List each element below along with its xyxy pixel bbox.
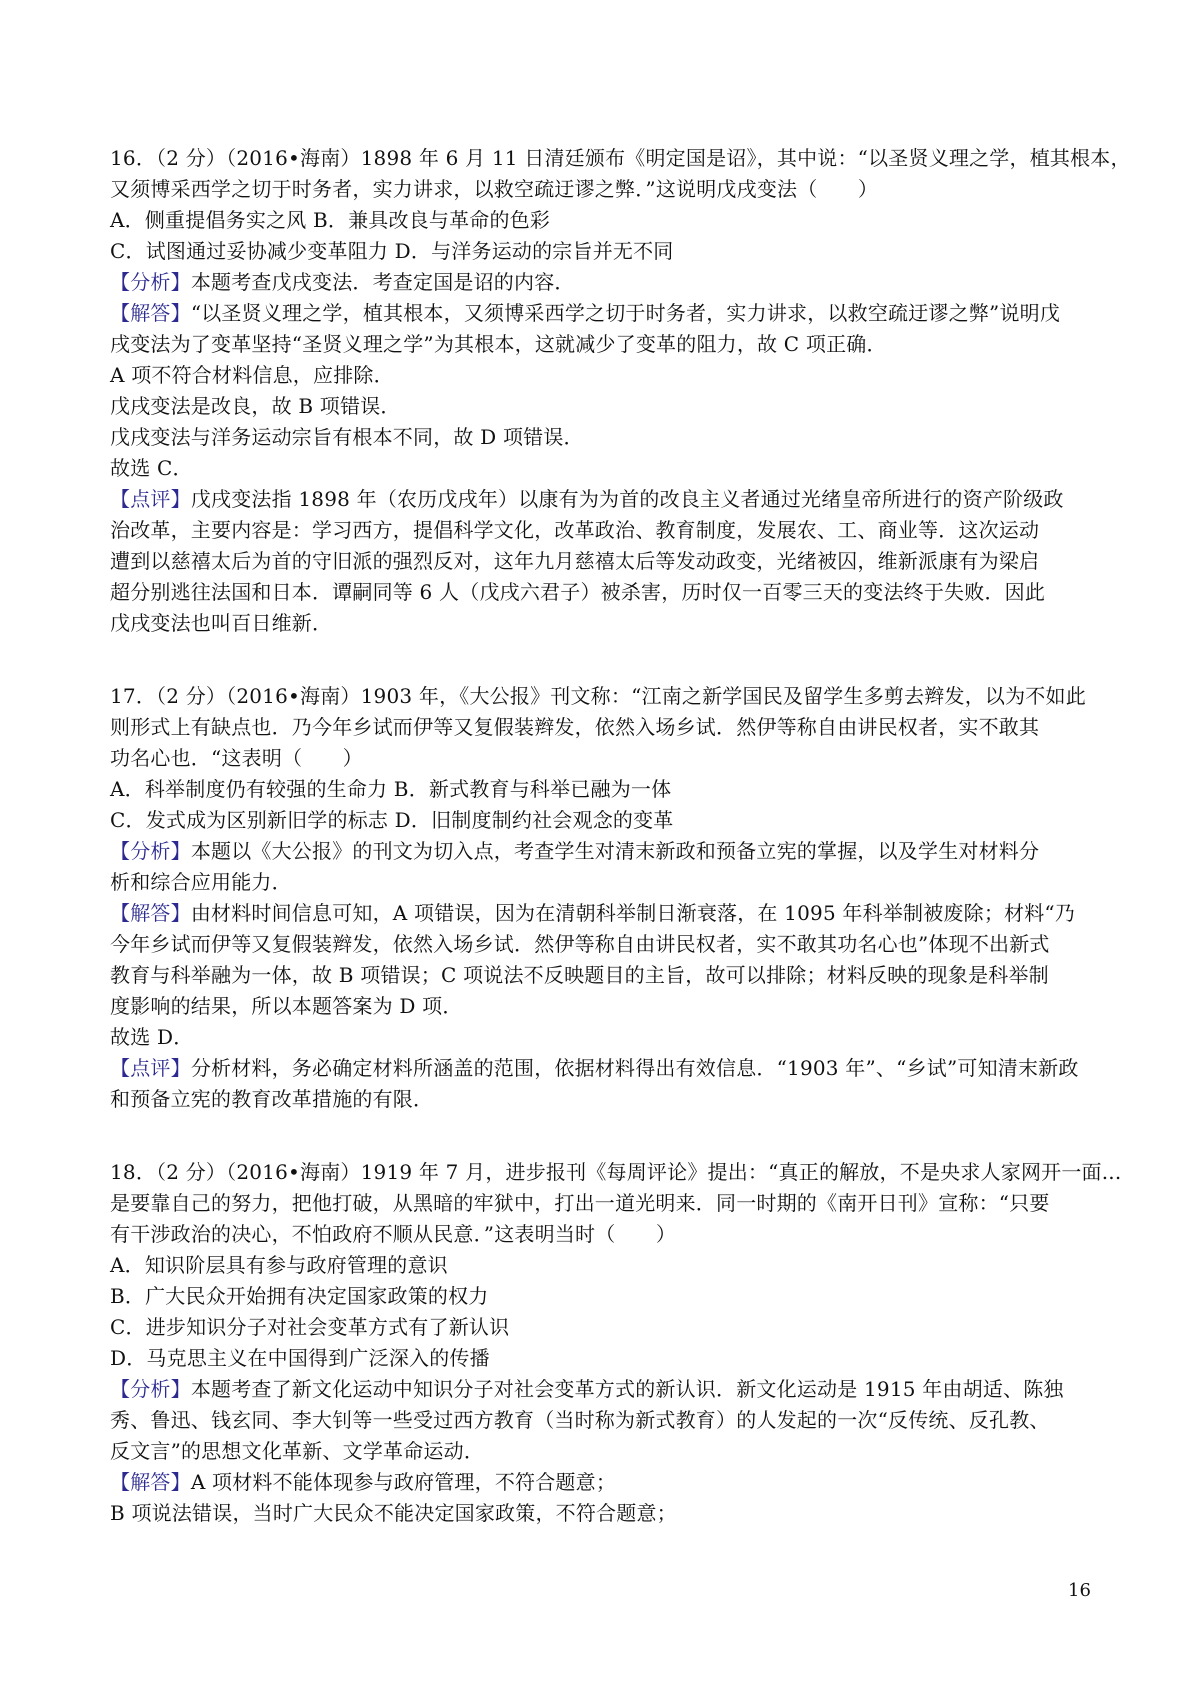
answer-text: 由材料时间信息可知，A 项错误，因为在清朝科举制日渐衰落，在 1095 年科举制被废除；材料“乃 <box>190 901 1076 925</box>
analysis-tag: 【分析】 <box>110 839 191 863</box>
analysis-tag: 【分析】 <box>110 1377 191 1401</box>
answer-line: 戊戌变法与洋务运动宗旨有根本不同，故 D 项错误． <box>110 425 584 449</box>
answer-line: B 项说法错误，当时广大民众不能决定国家政策，不符合题意； <box>110 1501 677 1525</box>
question-stem-line: 则形式上有缺点也．乃今年乡试而伊等又复假装辫发，依然入场乡试．然伊等称自由讲民权者，实不敢其 <box>110 715 1040 739</box>
question-stem-line: 18．（2 分）（2016•海南）1919 年 7 月，进步报刊《每周评论》提出：“真正的解放，不是央求人家网开一面... <box>110 1160 1122 1184</box>
question-stem-line: 是要靠自己的努力，把他打破，从黑暗的牢狱中，打出一道光明来．同一时期的《南开日刊》宣称：“只要 <box>110 1191 1050 1215</box>
analysis-tag: 【分析】 <box>110 270 191 294</box>
analysis-text: 本题考查了新文化运动中知识分子对社会变革方式的新认识．新文化运动是 1915 年由胡适、陈独 <box>190 1377 1064 1401</box>
answer-line <box>110 898 1100 929</box>
question-16 <box>110 143 1131 639</box>
analysis-line: 析和综合应用能力． <box>110 870 292 894</box>
analysis-line <box>110 1374 1100 1405</box>
option-line: A．科举制度仍有较强的生命力 B．新式教育与科举已融为一体 <box>110 777 672 801</box>
option-line: C．进步知识分子对社会变革方式有了新认识 <box>110 1315 510 1339</box>
question-stem-line: 又须博采西学之切于时务者，实力讲求，以救空疏迂谬之弊．”这说明戊戌变法（ ） <box>110 177 879 201</box>
question-spacer <box>110 639 1100 681</box>
page-number: 16 <box>1068 1580 1091 1601</box>
question-17 <box>110 681 1100 1115</box>
answer-line: 戌变法为了变革坚持“圣贤义理之学”为其根本，这就减少了变革的阻力，故 C 项正确． <box>110 332 887 356</box>
answer-line: 教育与科举融为一体，故 B 项错误；C 项说法不反映题目的主旨，故可以排除；材料反映的现象是科举制 <box>110 963 1049 987</box>
answer-line <box>110 298 1100 329</box>
answer-line <box>110 1467 1100 1498</box>
comment-line: 超分别逃往法国和日本．谭嗣同等 6 人（戊戌六君子）被杀害，历时仅一百零三天的变法终于失败．因此 <box>110 580 1046 604</box>
answer-line: 故选 D． <box>110 1025 194 1049</box>
answer-line: 戊戌变法是改良，故 B 项错误． <box>110 394 401 418</box>
option-line: C．发式成为区别新旧学的标志 D．旧制度制约社会观念的变革 <box>110 808 674 832</box>
page-content <box>110 143 1131 1529</box>
analysis-line <box>110 836 1100 867</box>
answer-line: 故选 C． <box>110 456 193 480</box>
question-stem-line: 有干涉政治的决心，不怕政府不顺从民意．”这表明当时（ ） <box>110 1222 677 1246</box>
question-stem-line: 功名心也．“这表明（ ） <box>110 746 363 770</box>
option-line: C．试图通过妥协减少变革阻力 D．与洋务运动的宗旨并无不同 <box>110 239 674 263</box>
analysis-line: 反文言”的思想文化革新、文学革命运动． <box>110 1439 485 1463</box>
comment-line <box>110 1053 1100 1084</box>
comment-line <box>110 484 1100 515</box>
analysis-line: 秀、鲁迅、钱玄同、李大钊等一些受过西方教育（当时称为新式教育）的人发起的一次“反传统、反孔教、 <box>110 1408 1050 1432</box>
comment-line: 和预备立宪的教育改革措施的有限． <box>110 1087 434 1111</box>
question-stem-line: 17．（2 分）（2016•海南）1903 年，《大公报》刊文称：“江南之新学国民及留学生多剪去辫发，以为不如此 <box>110 684 1086 708</box>
answer-tag: 【解答】 <box>110 1470 191 1494</box>
comment-line: 遭到以慈禧太后为首的守旧派的强烈反对，这年九月慈禧太后等发动政变，光绪被囚，维新派康有为梁启 <box>110 549 1040 573</box>
comment-text: 戊戌变法指 1898 年（农历戊戌年）以康有为为首的改良主义者通过光绪皇帝所进行的资产阶级政 <box>190 487 1064 511</box>
question-spacer <box>110 1115 1100 1157</box>
answer-line: 今年乡试而伊等又复假装辫发，依然入场乡试．然伊等称自由讲民权者，实不敢其功名心也”体现不出新式 <box>110 932 1050 956</box>
comment-line: 治改革，主要内容是：学习西方，提倡科学文化，改革政治、教育制度，发展农、工、商业等．这次运动 <box>110 518 1040 542</box>
answer-text: A 项材料不能体现参与政府管理，不符合题意； <box>190 1470 617 1494</box>
option-line: D．马克思主义在中国得到广泛深入的传播 <box>110 1346 490 1370</box>
comment-tag: 【点评】 <box>110 1056 191 1080</box>
answer-tag: 【解答】 <box>110 901 191 925</box>
comment-line: 戊戌变法也叫百日维新． <box>110 611 333 635</box>
question-stem-line: 16．（2 分）（2016•海南）1898 年 6 月 11 日清廷颁布《明定国是诏》，其中说：“以圣贤义理之学，植其根本， <box>110 146 1131 170</box>
option-line: A．知识阶层具有参与政府管理的意识 <box>110 1253 448 1277</box>
answer-tag: 【解答】 <box>110 301 191 325</box>
option-line: B．广大民众开始拥有决定国家政策的权力 <box>110 1284 489 1308</box>
answer-line: A 项不符合材料信息，应排除． <box>110 363 394 387</box>
comment-tag: 【点评】 <box>110 487 191 511</box>
analysis-text: 本题以《大公报》的刊文为切入点，考查学生对清末新政和预备立宪的掌握，以及学生对材料分 <box>190 839 1040 863</box>
option-line: A．侧重提倡务实之风 B．兼具改良与革命的色彩 <box>110 208 551 232</box>
analysis-line <box>110 267 1100 298</box>
comment-text: 分析材料，务必确定材料所涵盖的范围，依据材料得出有效信息．“1903 年”、“乡试”可知清末新政 <box>190 1056 1079 1080</box>
analysis-text: 本题考查戊戌变法．考查定国是诏的内容． <box>190 270 575 294</box>
answer-line: 度影响的结果，所以本题答案为 D 项． <box>110 994 463 1018</box>
question-18 <box>110 1157 1122 1529</box>
answer-text: “以圣贤义理之学，植其根本，又须博采西学之切于时务者，实力讲求，以救空疏迂谬之弊”说明戊 <box>190 301 1061 325</box>
